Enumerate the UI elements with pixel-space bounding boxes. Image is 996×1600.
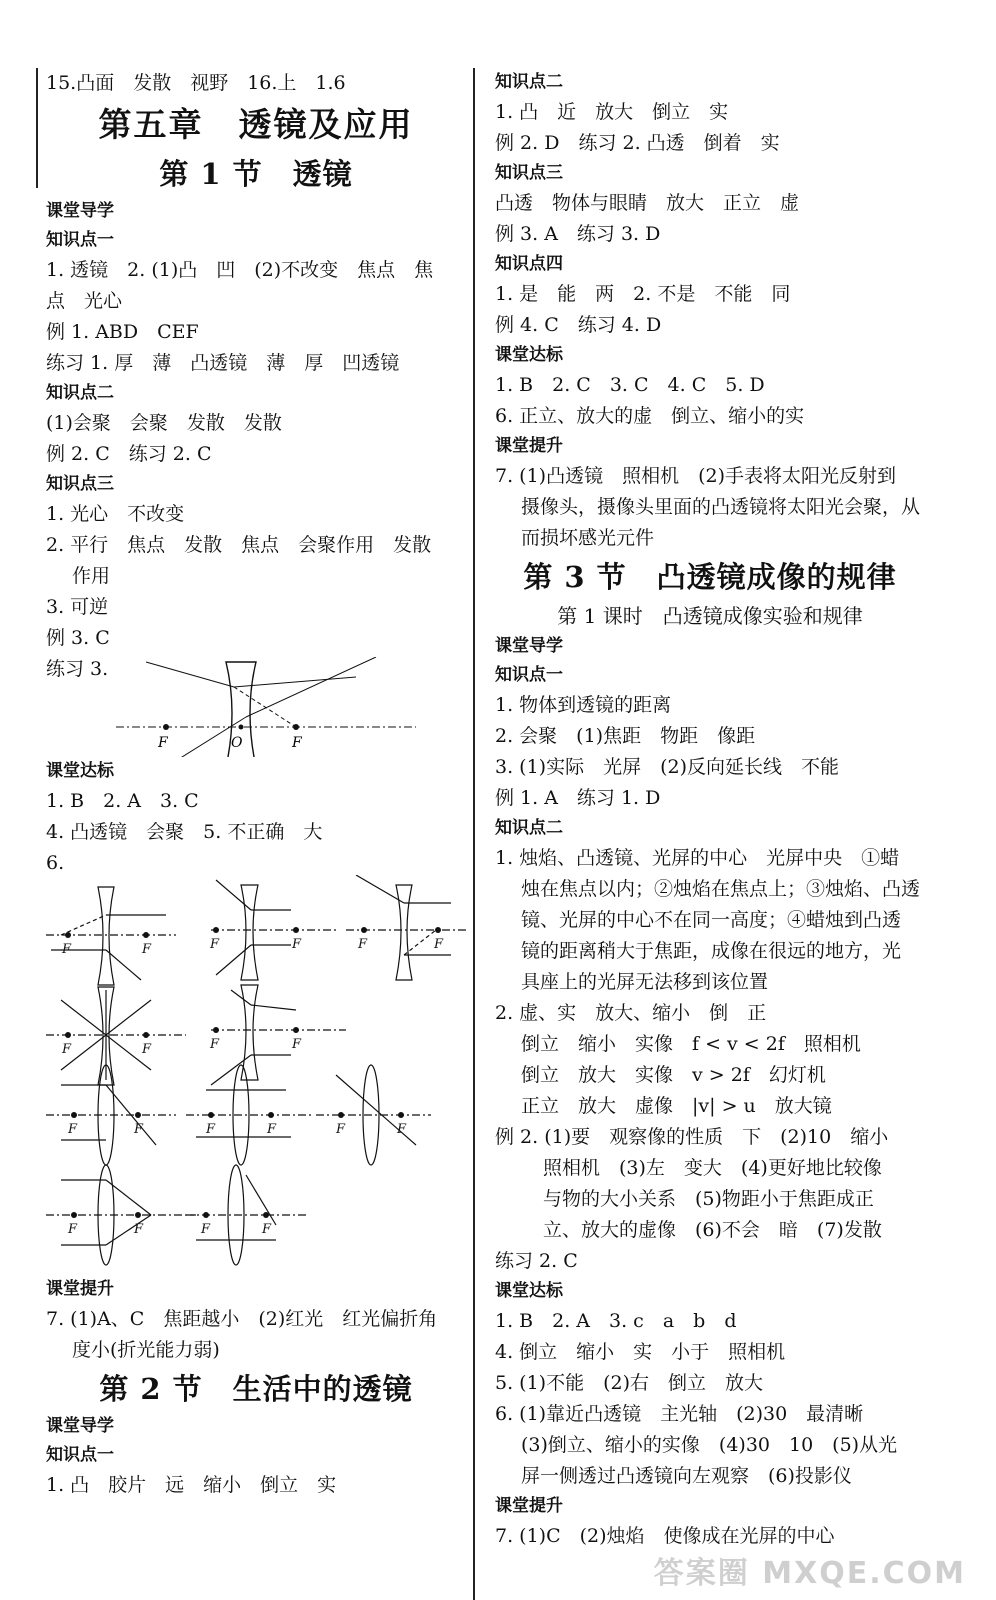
answer-line: 6. (1)靠近凸透镜 主光轴 (2)30 最清晰	[495, 1403, 864, 1425]
heading: 课堂达标	[46, 761, 114, 781]
left-margin-rule	[36, 68, 38, 188]
answer-line: (3)倒立、缩小的实像 (4)30 10 (5)从光	[521, 1434, 898, 1456]
answer-line: 具座上的光屏无法移到该位置	[521, 971, 769, 993]
answer-line: 7. (1)凸透镜 照相机 (2)手表将太阳光反射到	[495, 465, 896, 487]
column-divider	[473, 68, 475, 1600]
section3-title: 第 3 节 凸透镜成像的规律	[523, 560, 897, 594]
answer-line: 倒立 放大 实像 v > 2f 幻灯机	[521, 1064, 826, 1086]
answer-line: 1. 凸 胶片 远 缩小 倒立 实	[46, 1474, 337, 1496]
answer-line: 5. (1)不能 (2)右 倒立 放大	[495, 1372, 763, 1394]
focus-label: F	[210, 937, 220, 952]
focus-label: F	[292, 735, 302, 751]
answer-line: 照相机 (3)左 变大 (4)更好地比较像	[543, 1157, 882, 1179]
focus-label: F	[267, 1122, 277, 1137]
answer-line: 度小(折光能力弱)	[72, 1339, 220, 1361]
answer-line: 例 4. C 练习 4. D	[495, 314, 662, 336]
heading: 知识点三	[46, 474, 114, 494]
answer-line: 例 2. C 练习 2. C	[46, 443, 212, 465]
answer-line: 凸透 物体与眼睛 放大 正立 虚	[495, 192, 800, 214]
answer-line: 1. B 2. A 3. c a b d	[495, 1310, 737, 1332]
answer-line: 例 2. D 练习 2. 凸透 倒着 实	[495, 132, 780, 154]
answer-line: 例 1. ABD CEF	[46, 321, 199, 343]
heading: 知识点一	[46, 1445, 114, 1465]
answer-line: 4. 倒立 缩小 实 小于 照相机	[495, 1341, 786, 1363]
heading: 课堂达标	[495, 1281, 563, 1301]
answer-line: 正立 放大 虚像 |v| > u 放大镜	[521, 1095, 832, 1117]
focus-label: F	[262, 1222, 272, 1237]
heading: 知识点一	[495, 665, 563, 685]
left-column	[46, 68, 466, 1501]
heading: 课堂导学	[46, 201, 114, 221]
heading: 知识点三	[495, 163, 563, 183]
section1-title: 第 1 节 透镜	[159, 157, 353, 191]
top-line: 15.凸面 发散 视野 16.上 1.6	[46, 72, 346, 94]
center-label: O	[231, 735, 243, 751]
answer-line: 1. 是 能 两 2. 不是 不能 同	[495, 283, 791, 305]
answer-line: 练习 2. C	[495, 1250, 578, 1272]
answer-line: 镜的距离稍大于焦距，成像在很远的地方，光	[521, 940, 902, 962]
focus-label: F	[68, 1122, 78, 1137]
answer-line: 1. B 2. A 3. C	[46, 790, 199, 812]
chapter-title: 第五章 透镜及应用	[98, 105, 414, 144]
lens-ray-diagrams	[46, 875, 466, 1275]
answer-line: 屏一侧透过凸透镜向左观察 (6)投影仪	[521, 1465, 852, 1487]
focus-label: F	[134, 1222, 144, 1237]
lesson-title: 第 1 课时 凸透镜成像实验和规律	[557, 604, 863, 628]
heading: 课堂导学	[495, 636, 563, 656]
heading: 课堂导学	[46, 1416, 114, 1436]
focus-label: F	[201, 1222, 211, 1237]
heading: 课堂提升	[46, 1279, 114, 1299]
answer-line: 作用	[72, 565, 111, 587]
focus-label: F	[158, 735, 168, 751]
answer-line: 4. 凸透镜 会聚 5. 不正确 大	[46, 821, 323, 843]
answer-line: 7. (1)A、C 焦距越小 (2)红光 红光偏折角	[46, 1308, 438, 1330]
answer-line: 3. 可逆	[46, 596, 109, 618]
answer-line: 例 3. A 练习 3. D	[495, 223, 661, 245]
heading: 课堂提升	[495, 436, 563, 456]
heading: 知识点二	[495, 72, 563, 92]
answer-line: 练习 3.	[46, 658, 109, 680]
answer-line: 2. 平行 焦点 发散 焦点 会聚作用 发散	[46, 534, 432, 556]
answer-line: 1. 烛焰、凸透镜、光屏的中心 光屏中央 ①蜡	[495, 847, 900, 869]
answer-line: 摄像头，摄像头里面的凸透镜将太阳光会聚，从	[521, 496, 921, 518]
focus-label: F	[62, 1042, 72, 1057]
focus-label: F	[336, 1122, 346, 1137]
answer-line: 倒立 缩小 实像 f < v < 2f 照相机	[521, 1033, 861, 1055]
answer-line: 2. 虚、实 放大、缩小 倒 正	[495, 1002, 767, 1024]
answer-line: 例 2. (1)要 观察像的性质 下 (2)10 缩小	[495, 1126, 889, 1148]
focus-label: F	[68, 1222, 78, 1237]
heading: 知识点四	[495, 254, 563, 274]
focus-label: F	[206, 1122, 216, 1137]
focus-label: F	[142, 1042, 152, 1057]
focus-label: F	[62, 942, 72, 957]
focus-label: F	[358, 937, 368, 952]
heading: 课堂提升	[495, 1496, 563, 1516]
answer-line: 烛在焦点以内；②烛焰在焦点上；③烛焰、凸透	[521, 878, 921, 900]
answer-line: 6.	[46, 852, 65, 874]
heading: 知识点一	[46, 230, 114, 250]
focus-label: F	[292, 1037, 302, 1052]
watermark: 答案圈 MXQE.COM	[653, 1556, 966, 1591]
heading: 知识点二	[495, 818, 563, 838]
answer-line: 与物的大小关系 (5)物距小于焦距成正	[543, 1188, 874, 1210]
answer-line: 例 3. C	[46, 627, 110, 649]
answer-line: 7. (1)C (2)烛焰 使像成在光屏的中心	[495, 1525, 835, 1547]
answer-line: 1. 透镜 2. (1)凸 凹 (2)不改变 焦点 焦	[46, 259, 434, 281]
answer-line: 而损坏感光元件	[521, 527, 655, 549]
answer-line: 2. 会聚 (1)焦距 物距 像距	[495, 725, 756, 747]
answer-line: 镜、光屏的中心不在同一高度；④蜡烛到凸透	[521, 909, 902, 931]
answer-line: 例 1. A 练习 1. D	[495, 787, 661, 809]
answer-line: 点 光心	[46, 290, 123, 312]
focus-label: F	[134, 1122, 144, 1137]
answer-line: 1. 凸 近 放大 倒立 实	[495, 101, 729, 123]
heading: 知识点二	[46, 383, 114, 403]
answer-line: 1. 物体到透镜的距离	[495, 694, 672, 716]
focus-label: F	[210, 1037, 220, 1052]
focus-label: F	[142, 942, 152, 957]
answer-line: (1)会聚 会聚 发散 发散	[46, 412, 282, 434]
answer-line: 1. B 2. C 3. C 4. C 5. D	[495, 374, 765, 396]
answer-line: 1. 光心 不改变	[46, 503, 185, 525]
heading: 课堂达标	[495, 345, 563, 365]
answer-line: 练习 1. 厚 薄 凸透镜 薄 厚 凹透镜	[46, 352, 400, 374]
answer-line: 6. 正立、放大的虚 倒立、缩小的实	[495, 405, 805, 427]
section2-title: 第 2 节 生活中的透镜	[99, 1372, 413, 1406]
focus-label: F	[292, 937, 302, 952]
focus-label: F	[434, 937, 444, 952]
answer-line: 立、放大的虚像 (6)不会 暗 (7)发散	[543, 1219, 882, 1241]
focus-label: F	[397, 1122, 407, 1137]
answer-line: 3. (1)实际 光屏 (2)反向延长线 不能	[495, 756, 839, 778]
right-column	[495, 68, 925, 1552]
